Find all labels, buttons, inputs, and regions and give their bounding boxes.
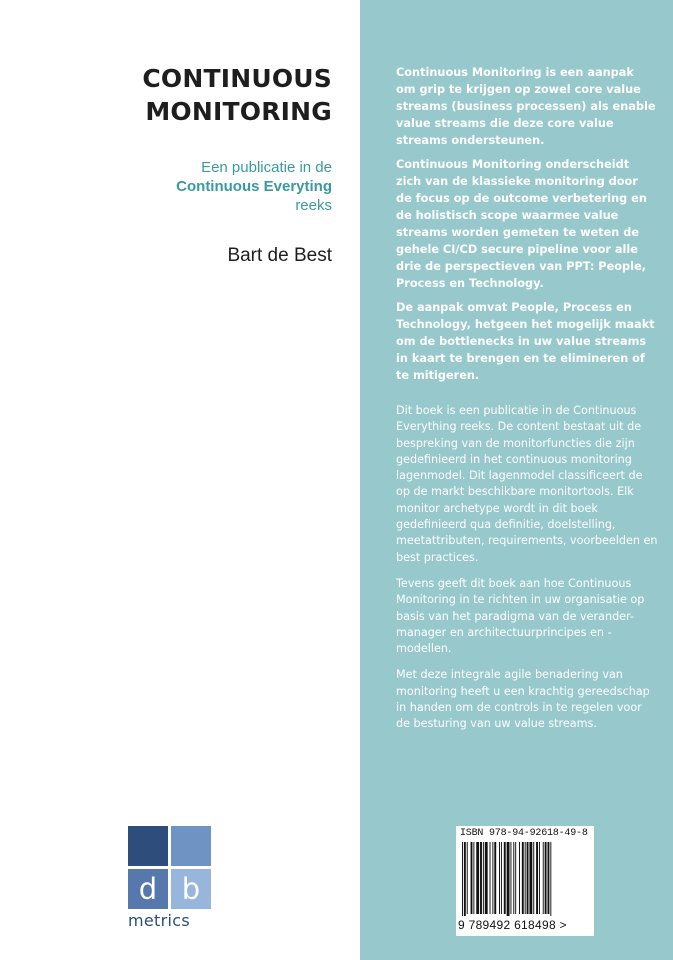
barcode-bar	[471, 842, 473, 914]
barcode-bar	[515, 842, 516, 914]
blurb-paragraph-3: De aanpak omvat People, Process en Technology, hetgeen het mogelijk maakt om de bottlenecks in uw value streams in kaart te brengen en te elimineren of te mitigeren.	[396, 301, 655, 382]
db-metrics-logo	[128, 826, 212, 930]
barcode-bar	[462, 842, 463, 916]
series-line-3: reeks	[295, 197, 332, 214]
barcode-bar	[467, 842, 468, 914]
barcode-bar	[494, 842, 496, 914]
title-line-1: CONTINUOUS	[142, 64, 332, 93]
barcode-bar	[473, 842, 474, 914]
blurb-paragraph-1: Continuous Monitoring is een aanpak om grip te krijgen op zowel core value streams (business processen) als enable value streams die deze core value streams ondersteunen.	[396, 66, 656, 147]
barcode-bar	[485, 842, 488, 914]
blurb-paragraph-2: Continuous Monitoring onderscheidt zich van de klassieke monitoring door de focus op de outcome verbetering en de holistisch scope waarmee value streams worden gemeten te weten de gehele CI/CD secure pipeline voor alle drie de perspectieven van PPT: People, Process en Technology.	[396, 158, 647, 290]
barcode-bar	[476, 842, 479, 914]
logo-wordmark: metrics	[128, 911, 190, 930]
description-paragraph-1: Dit boek is een publicatie in de Continuous Everything reeks. De content bestaat uit de bespreking van de monitorfuncties die zijn gedefinieerd in het continuous monitoring lagenmodel. Dit lagenmodel classificeert de op de markt beschikbare monitortools. Elk monitor archetype wordt in dit boek gedefinieerd qua definitie, doelstelling, meetattributen, requirements, voorbeelden en best practices.	[396, 404, 658, 564]
barcode-bar	[501, 842, 502, 914]
barcode-bar	[480, 842, 482, 914]
book-title	[40, 62, 332, 128]
description-paragraph-2: Tevens geeft dit boek aan hoe Continuous Monitoring in te richten in uw organisatie op basis van het paradigma van de verander-manager en architectuurprincipes en -modellen.	[396, 576, 645, 656]
logo-letter-d: d	[128, 869, 168, 909]
barcode-bar	[539, 842, 540, 914]
barcode-bar	[464, 842, 466, 916]
barcode-bar	[548, 842, 550, 914]
barcode-icon	[462, 842, 588, 916]
author-name: Bart de Best	[227, 245, 332, 266]
isbn-barcode	[456, 826, 594, 936]
barcode-bar	[492, 842, 493, 914]
barcode-bar	[543, 842, 544, 914]
barcode-bar	[504, 842, 506, 914]
logo-letter-b: b	[171, 869, 211, 909]
barcode-bar	[519, 842, 520, 914]
barcode-bar	[533, 842, 534, 914]
barcode-digits: 9 789492 618498 >	[458, 918, 567, 932]
isbn-label: ISBN 978-94-92618-49-8	[460, 828, 588, 839]
barcode-bar	[483, 842, 484, 914]
title-line-2: MONITORING	[145, 97, 332, 126]
logo-square-mid	[171, 826, 211, 866]
barcode-bar	[507, 842, 510, 916]
logo-squares	[128, 826, 212, 909]
description-paragraph-3: Met deze integrale agile benadering van monitoring heeft u een krachtig gereedschap in handen om de controls in te regelen voor de besturing van uw value streams.	[396, 668, 650, 731]
series-line-1: Een publicatie in de	[201, 159, 332, 176]
barcode-bar	[550, 842, 551, 916]
barcode-bar	[536, 842, 538, 914]
logo-square-dark	[128, 826, 168, 866]
barcode-bar	[529, 842, 532, 914]
barcode-bar	[499, 842, 500, 914]
series-text	[40, 158, 332, 215]
barcode-bar	[527, 842, 529, 914]
barcode-bar	[510, 842, 511, 914]
barcode-bar	[513, 842, 514, 914]
series-name: Continuous Everyting	[176, 178, 332, 195]
barcode-bar	[545, 842, 547, 914]
barcode-bar	[525, 842, 526, 914]
description-text	[396, 403, 658, 743]
barcode-bar	[522, 842, 524, 914]
blurb-bold	[396, 64, 656, 391]
barcode-bar	[490, 842, 491, 914]
